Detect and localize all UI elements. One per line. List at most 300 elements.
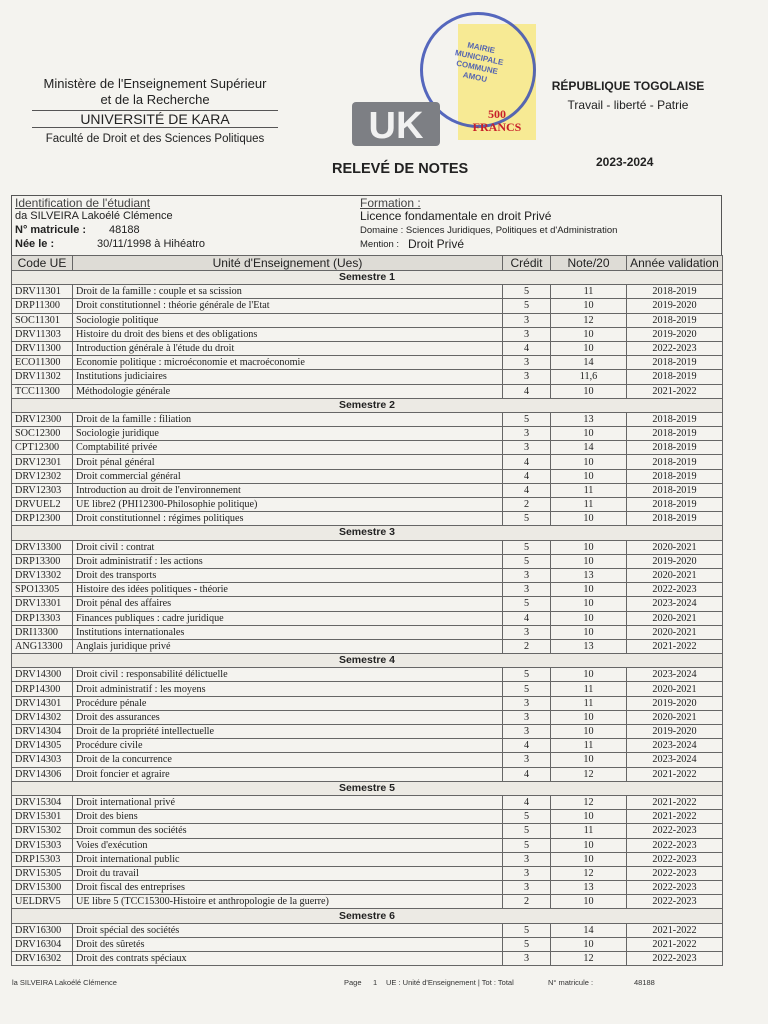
ue-note: 10 [551,937,627,951]
formation-programme: Licence fondamentale en droit Privé [360,209,552,223]
ue-name: Droit spécial des sociétés [73,923,503,937]
ue-code: DRV14302 [12,710,73,724]
ue-note: 13 [551,568,627,582]
ue-year: 2022-2023 [627,583,723,597]
ue-credit: 3 [503,952,551,966]
ue-note: 10 [551,810,627,824]
ue-code: UELDRV5 [12,895,73,909]
ue-year: 2018-2019 [627,356,723,370]
semester-header [12,271,723,285]
table-row [12,952,723,966]
ue-code: DRV16302 [12,952,73,966]
ministry-line2: et de la Recherche [100,92,210,107]
ue-credit: 5 [503,554,551,568]
ue-name: Droit commercial général [73,469,503,483]
semester-header [12,398,723,412]
ue-year: 2018-2019 [627,512,723,526]
ue-note: 11 [551,285,627,299]
ue-note: 11 [551,739,627,753]
ue-year: 2023-2024 [627,597,723,611]
formation-domain: Domaine : Sciences Juridiques, Politiques et d'Administration [360,225,618,236]
ue-note: 10 [551,625,627,639]
ue-note: 10 [551,469,627,483]
logo-text: UK [368,105,424,147]
ue-year: 2021-2022 [627,810,723,824]
ue-code: DRV15305 [12,866,73,880]
header-note: Note/20 [551,256,627,271]
ue-year: 2021-2022 [627,923,723,937]
ue-code: DRP13303 [12,611,73,625]
ue-note: 10 [551,852,627,866]
ue-code: DRV13302 [12,568,73,582]
ue-note: 10 [551,838,627,852]
ue-name: Droit de la propriété intellectuelle [73,725,503,739]
ue-note: 10 [551,327,627,341]
ue-credit: 5 [503,540,551,554]
table-row [12,412,723,426]
ue-credit: 3 [503,313,551,327]
header-credit: Crédit [503,256,551,271]
birth-label: Née le : [15,238,55,250]
table-row [12,739,723,753]
ue-credit: 4 [503,795,551,809]
ue-year: 2021-2022 [627,384,723,398]
footer-matricule-label: N° matricule : [548,978,594,987]
ue-note: 10 [551,597,627,611]
ue-credit: 5 [503,923,551,937]
ue-name: Introduction générale à l'étude du droit [73,341,503,355]
ue-code: DRV11300 [12,341,73,355]
ue-credit: 4 [503,384,551,398]
ue-name: Droit de la famille : couple et sa scission [73,285,503,299]
ue-name: Droit des biens [73,810,503,824]
ue-code: DRV14301 [12,696,73,710]
ue-code: DRV11302 [12,370,73,384]
ue-note: 12 [551,313,627,327]
table-row [12,427,723,441]
table-row [12,285,723,299]
mention-value: Droit Privé [408,237,465,251]
table-row [12,583,723,597]
table-row [12,597,723,611]
ue-note: 10 [551,512,627,526]
table-row [12,483,723,497]
ue-credit: 4 [503,767,551,781]
ue-credit: 3 [503,327,551,341]
ue-code: DRV15302 [12,824,73,838]
ue-note: 11 [551,824,627,838]
ue-name: Voies d'exécution [73,838,503,852]
ue-year: 2023-2024 [627,668,723,682]
university-logo [352,100,442,148]
ue-note: 12 [551,866,627,880]
semester-header [12,781,723,795]
table-row [12,881,723,895]
ue-year: 2018-2019 [627,483,723,497]
ue-year: 2022-2023 [627,881,723,895]
ue-credit: 5 [503,810,551,824]
ue-name: Droit des sûretés [73,937,503,951]
ue-year: 2020-2021 [627,625,723,639]
ue-code: DRV14303 [12,753,73,767]
ue-name: Sociologie juridique [73,427,503,441]
ue-year: 2020-2021 [627,710,723,724]
ue-code: DRV16300 [12,923,73,937]
ue-credit: 4 [503,469,551,483]
ue-credit: 4 [503,341,551,355]
table-row [12,469,723,483]
ue-credit: 5 [503,412,551,426]
ue-note: 11 [551,696,627,710]
ue-note: 10 [551,668,627,682]
ue-note: 13 [551,639,627,653]
table-row [12,611,723,625]
ue-note: 14 [551,356,627,370]
header-year: Année validation [627,256,723,271]
ue-credit: 3 [503,583,551,597]
ue-code: DRV12301 [12,455,73,469]
ue-name: Droit constitutionnel : théorie générale de l'Etat [73,299,503,313]
ue-code: DRV15304 [12,795,73,809]
ue-code: DRI13300 [12,625,73,639]
ue-note: 10 [551,384,627,398]
ue-year: 2021-2022 [627,639,723,653]
ue-credit: 3 [503,625,551,639]
ue-code: ECO11300 [12,356,73,370]
ue-name: Droit civil : responsabilité délictuelle [73,668,503,682]
ue-code: DRP15303 [12,852,73,866]
matricule-value: 48188 [109,224,140,236]
grades-body [12,271,723,966]
republic-name: RÉPUBLIQUE TOGOLAISE [551,79,705,93]
ue-name: Institutions internationales [73,625,503,639]
ue-credit: 3 [503,881,551,895]
table-row [12,852,723,866]
table-row [12,625,723,639]
ue-credit: 2 [503,639,551,653]
ue-year: 2018-2019 [627,498,723,512]
ue-credit: 2 [503,498,551,512]
ue-credit: 5 [503,668,551,682]
ue-year: 2020-2021 [627,611,723,625]
ue-code: DRV12303 [12,483,73,497]
ue-year: 2019-2020 [627,696,723,710]
seal-text: MAIRIE MUNICIPALE COMMUNE AMOU [454,40,505,85]
ue-code: DRP14300 [12,682,73,696]
ue-code: DRV15301 [12,810,73,824]
ue-name: Droit de la concurrence [73,753,503,767]
ue-year: 2022-2023 [627,866,723,880]
ue-code: DRV12302 [12,469,73,483]
ue-year: 2018-2019 [627,313,723,327]
ue-note: 10 [551,554,627,568]
semester-title: Semestre 6 [12,909,723,923]
ue-name: Histoire du droit des biens et des obligations [73,327,503,341]
table-row [12,455,723,469]
table-row [12,923,723,937]
ue-code: TCC11300 [12,384,73,398]
semester-header [12,909,723,923]
ue-credit: 4 [503,739,551,753]
academic-year: 2023-2024 [596,155,654,169]
ue-year: 2018-2019 [627,412,723,426]
ue-code: SOC11301 [12,313,73,327]
ue-note: 11,6 [551,370,627,384]
ue-year: 2020-2021 [627,540,723,554]
ue-name: Droit des contrats spéciaux [73,952,503,966]
table-row [12,299,723,313]
ue-credit: 2 [503,895,551,909]
table-row [12,512,723,526]
ue-year: 2019-2020 [627,554,723,568]
ue-name: Droit fiscal des entreprises [73,881,503,895]
ue-year: 2022-2023 [627,838,723,852]
ue-credit: 3 [503,568,551,582]
ue-credit: 3 [503,852,551,866]
table-row [12,937,723,951]
ue-year: 2020-2021 [627,568,723,582]
ue-credit: 3 [503,725,551,739]
ue-year: 2021-2022 [627,767,723,781]
ue-name: Comptabilité privée [73,441,503,455]
fiscal-stamp-value [460,108,534,134]
table-row [12,554,723,568]
ue-name: Droit foncier et agraire [73,767,503,781]
ministry-header [20,76,290,147]
ue-year: 2023-2024 [627,753,723,767]
header-code: Code UE [12,256,73,271]
ue-code: DRV15303 [12,838,73,852]
ue-year: 2022-2023 [627,852,723,866]
semester-title: Semestre 2 [12,398,723,412]
ue-year: 2022-2023 [627,341,723,355]
ue-note: 10 [551,611,627,625]
semester-header [12,654,723,668]
ue-credit: 5 [503,285,551,299]
table-row [12,327,723,341]
ue-name: Introduction au droit de l'environnement [73,483,503,497]
ue-year: 2022-2023 [627,952,723,966]
ue-year: 2018-2019 [627,455,723,469]
table-row [12,682,723,696]
mention-label: Mention : [360,239,400,250]
semester-header [12,526,723,540]
ue-credit: 3 [503,427,551,441]
ue-note: 10 [551,895,627,909]
ue-code: CPT12300 [12,441,73,455]
matricule-label: N° matricule : [15,224,87,236]
ue-note: 11 [551,682,627,696]
ue-note: 10 [551,725,627,739]
table-row [12,341,723,355]
table-row [12,824,723,838]
ue-note: 10 [551,341,627,355]
ue-note: 10 [551,455,627,469]
ue-name: Histoire des idées politiques - théorie [73,583,503,597]
ue-name: UE libre2 (PHI12300-Philosophie politique) [73,498,503,512]
ue-name: Economie politique : microéconomie et macroéconomie [73,356,503,370]
ue-code: SPO13305 [12,583,73,597]
ue-name: Procédure pénale [73,696,503,710]
birth-value: 30/11/1998 à Hihéatro [97,238,206,250]
ue-code: DRV14304 [12,725,73,739]
table-row [12,313,723,327]
ue-credit: 5 [503,512,551,526]
ue-name: Droit pénal des affaires [73,597,503,611]
ministry-line1: Ministère de l'Enseignement Supérieur [43,76,267,91]
ue-credit: 5 [503,299,551,313]
semester-title: Semestre 3 [12,526,723,540]
ue-year: 2018-2019 [627,370,723,384]
ue-year: 2021-2022 [627,795,723,809]
ue-code: DRP12300 [12,512,73,526]
ue-name: Droit international public [73,852,503,866]
ue-note: 11 [551,483,627,497]
ue-code: DRV12300 [12,412,73,426]
semester-title: Semestre 4 [12,654,723,668]
ue-name: Droit du travail [73,866,503,880]
footer-matricule: 48188 [634,978,655,987]
ue-code: DRP11300 [12,299,73,313]
ue-note: 13 [551,881,627,895]
ue-name: Anglais juridique privé [73,639,503,653]
republic-motto: Travail - liberté - Patrie [567,98,689,112]
table-row [12,866,723,880]
table-row [12,810,723,824]
ue-code: DRV16304 [12,937,73,951]
ue-name: Droit des assurances [73,710,503,724]
ue-code: DRV14305 [12,739,73,753]
ue-note: 10 [551,583,627,597]
table-header-row [12,256,723,271]
ue-credit: 4 [503,483,551,497]
ue-note: 10 [551,540,627,554]
ue-credit: 3 [503,441,551,455]
ue-note: 10 [551,753,627,767]
ue-name: Droit administratif : les moyens [73,682,503,696]
table-row [12,696,723,710]
ue-name: Droit de la famille : filiation [73,412,503,426]
ue-name: Finances publiques : cadre juridique [73,611,503,625]
ue-year: 2020-2021 [627,682,723,696]
ue-credit: 5 [503,824,551,838]
university-name: UNIVERSITÉ DE KARA [32,110,278,128]
grades-table [11,255,723,966]
footer-page-number: 1 [373,978,378,987]
table-row [12,668,723,682]
ue-credit: 5 [503,838,551,852]
stamp-amount: 500 [488,107,506,121]
formation-section-label: Formation : [360,196,421,210]
ue-year: 2019-2020 [627,299,723,313]
ue-year: 2023-2024 [627,739,723,753]
ue-year: 2019-2020 [627,725,723,739]
table-row [12,540,723,554]
ue-year: 2021-2022 [627,937,723,951]
ue-code: DRV14306 [12,767,73,781]
ue-year: 2018-2019 [627,285,723,299]
ue-name: Droit commun des sociétés [73,824,503,838]
ue-code: SOC12300 [12,427,73,441]
ue-code: DRV13301 [12,597,73,611]
ue-name: Droit administratif : les actions [73,554,503,568]
faculty-name: Faculté de Droit et des Sciences Politiques [45,133,265,145]
ue-note: 13 [551,412,627,426]
table-row [12,795,723,809]
table-row [12,725,723,739]
ue-name: Droit pénal général [73,455,503,469]
ue-note: 12 [551,767,627,781]
document-title: RELEVÉ DE NOTES [332,161,469,177]
ue-credit: 5 [503,937,551,951]
ue-code: ANG13300 [12,639,73,653]
table-row [12,356,723,370]
ue-credit: 5 [503,597,551,611]
ue-credit: 3 [503,356,551,370]
ue-year: 2022-2023 [627,824,723,838]
table-row [12,441,723,455]
ue-code: DRV13300 [12,540,73,554]
ue-name: Méthodologie générale [73,384,503,398]
semester-title: Semestre 5 [12,781,723,795]
ue-note: 11 [551,498,627,512]
table-row [12,895,723,909]
ue-year: 2022-2023 [627,895,723,909]
ue-credit: 5 [503,682,551,696]
ue-name: UE libre 5 (TCC15300-Histoire et anthropologie de la guerre) [73,895,503,909]
ue-note: 10 [551,427,627,441]
ue-year: 2019-2020 [627,327,723,341]
ue-credit: 3 [503,866,551,880]
ue-code: DRVUEL2 [12,498,73,512]
student-info-box [11,195,722,257]
footer-legend: UE : Unité d'Enseignement | Tot : Total [386,978,514,987]
ue-code: DRV14300 [12,668,73,682]
footer-student-name: la SILVEIRA Lakoélé Clémence [12,978,117,987]
ue-note: 10 [551,710,627,724]
ue-year: 2018-2019 [627,441,723,455]
student-section-label: Identification de l'étudiant [15,196,151,210]
table-row [12,767,723,781]
ue-year: 2018-2019 [627,469,723,483]
ue-code: DRV11301 [12,285,73,299]
table-row [12,639,723,653]
ue-credit: 3 [503,710,551,724]
table-row [12,753,723,767]
footer-page-label: Page [344,978,362,987]
ue-name: Droit international privé [73,795,503,809]
ue-note: 14 [551,923,627,937]
ue-credit: 4 [503,611,551,625]
ue-credit: 3 [503,753,551,767]
ue-note: 12 [551,795,627,809]
ue-note: 14 [551,441,627,455]
ue-code: DRV15300 [12,881,73,895]
student-name: da SILVEIRA Lakoélé Clémence [15,210,173,222]
ue-credit: 3 [503,370,551,384]
semester-title: Semestre 1 [12,271,723,285]
header-unit: Unité d'Enseignement (Ues) [73,256,503,271]
table-row [12,370,723,384]
ue-year: 2018-2019 [627,427,723,441]
ue-name: Droit constitutionnel : régimes politiques [73,512,503,526]
ue-name: Sociologie politique [73,313,503,327]
ue-note: 12 [551,952,627,966]
table-row [12,568,723,582]
table-row [12,384,723,398]
table-row [12,710,723,724]
ue-code: DRP13300 [12,554,73,568]
